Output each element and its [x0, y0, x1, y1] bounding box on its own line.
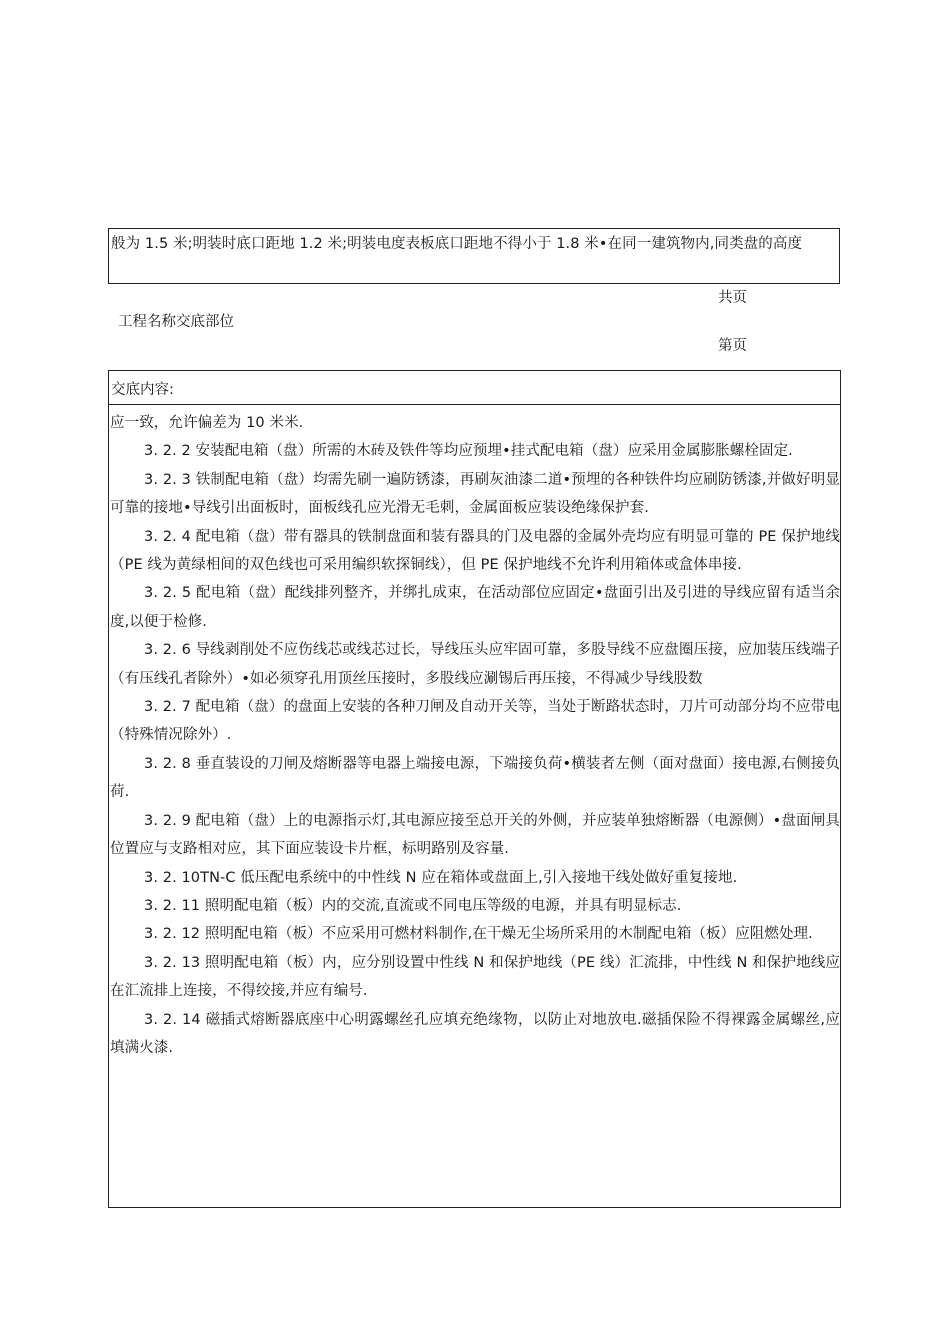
total-pages-label: 共页	[718, 290, 747, 306]
paragraph: 3. 2. 5 配电箱（盘）配线排列整齐，并绑扎成束，在活动部位应固定•盘面引出及引进的导线应留有适当余度,以便于检修.	[110, 585, 840, 630]
paragraph: 3. 2. 14 磁插式熔断器底座中心明露螺丝孔应填充绝缘物，以防止对地放电.磁插保险不得裸露金属螺丝,应填满火漆.	[110, 1011, 840, 1056]
content-label: 交底内容:	[109, 371, 840, 405]
paragraph: 3. 2. 4 配电箱（盘）带有器具的铁制盘面和装有器具的门及电器的金属外壳均应有明显可靠的 PE 保护地线（PE 线为黄绿相间的双色线也可采用编织软探铜线），但 PE 保护地线不允许利用箱体或盒体串接.	[110, 528, 840, 574]
continuation-box	[108, 228, 840, 284]
paragraph: 3. 2. 6 导线剥削处不应伤线芯或线芯过长，导线压头应牢固可靠，多股导线不应盘圈压接，应加装压线端子（有压线孔者除外）•如必须穿孔用顶丝压接时，多股线应涮锡后再压接，不得减少导线股数	[110, 642, 840, 687]
paragraph: 应一致，允许偏差为 10 米米.	[110, 415, 304, 431]
project-name-label: 工程名称交底部位	[118, 314, 234, 330]
continuation-text: 般为 1.5 米;明装时底口距地 1.2 米;明装电度表板底口距地不得小于 1.8 米•在同一建筑物内,同类盘的高度	[111, 236, 803, 252]
paragraph: 3. 2. 3 铁制配电箱（盘）均需先刷一遍防锈漆，再刷灰油漆二道•预埋的各种铁件均应刷防锈漆,并做好明显可靠的接地•导线引出面板时，面板线孔应光滑无毛刺，金属面板应装设绝缘保护套.	[110, 471, 840, 517]
page-number-label: 第页	[718, 338, 747, 354]
paragraph: 3. 2. 9 配电箱（盘）上的电源指示灯,其电源应接至总开关的外侧，并应装单独熔断器（电源侧）•盘面闸具位置应与支路相对应，其下面应装设卡片框，标明路别及容量.	[110, 812, 840, 858]
paragraph: 3. 2. 10TN-C 低压配电系统中的中性线 N 应在箱体或盘面上,引入接地干线处做好重复接地.	[144, 869, 738, 886]
paragraph: 3. 2. 13 照明配电箱（板）内，应分别设置中性线 N 和保护地线（PE 线）汇流排，中性线 N 和保护地线应在汇流排上连接，不得绞接,并应有编号.	[110, 954, 840, 1000]
content-body	[109, 405, 840, 1062]
paragraph: 3. 2. 8 垂直装设的刀闸及熔断器等电器上端接电源，下端接负荷•横装者左侧（面对盘面）接电源,右侧接负荷.	[110, 755, 840, 801]
paragraph: 3. 2. 2 安装配电箱（盘）所需的木砖及铁件等均应预埋•挂式配电箱（盘）应采用金属膨胀螺栓固定.	[144, 443, 793, 460]
paragraph: 3. 2. 7 配电箱（盘）的盘面上安装的各种刀闸及自动开关等，当处于断路状态时，刀片可动部分均不应带电（特殊情况除外）.	[110, 699, 840, 744]
paragraph: 3. 2. 12 照明配电箱（板）不应采用可燃材料制作,在干燥无尘场所采用的木制配电箱（板）应阻燃处理.	[144, 926, 813, 943]
disclosure-content-box	[108, 370, 841, 1208]
paragraph: 3. 2. 11 照明配电箱（板）内的交流,直流或不同电压等级的电源，并具有明显标志.	[144, 897, 682, 914]
